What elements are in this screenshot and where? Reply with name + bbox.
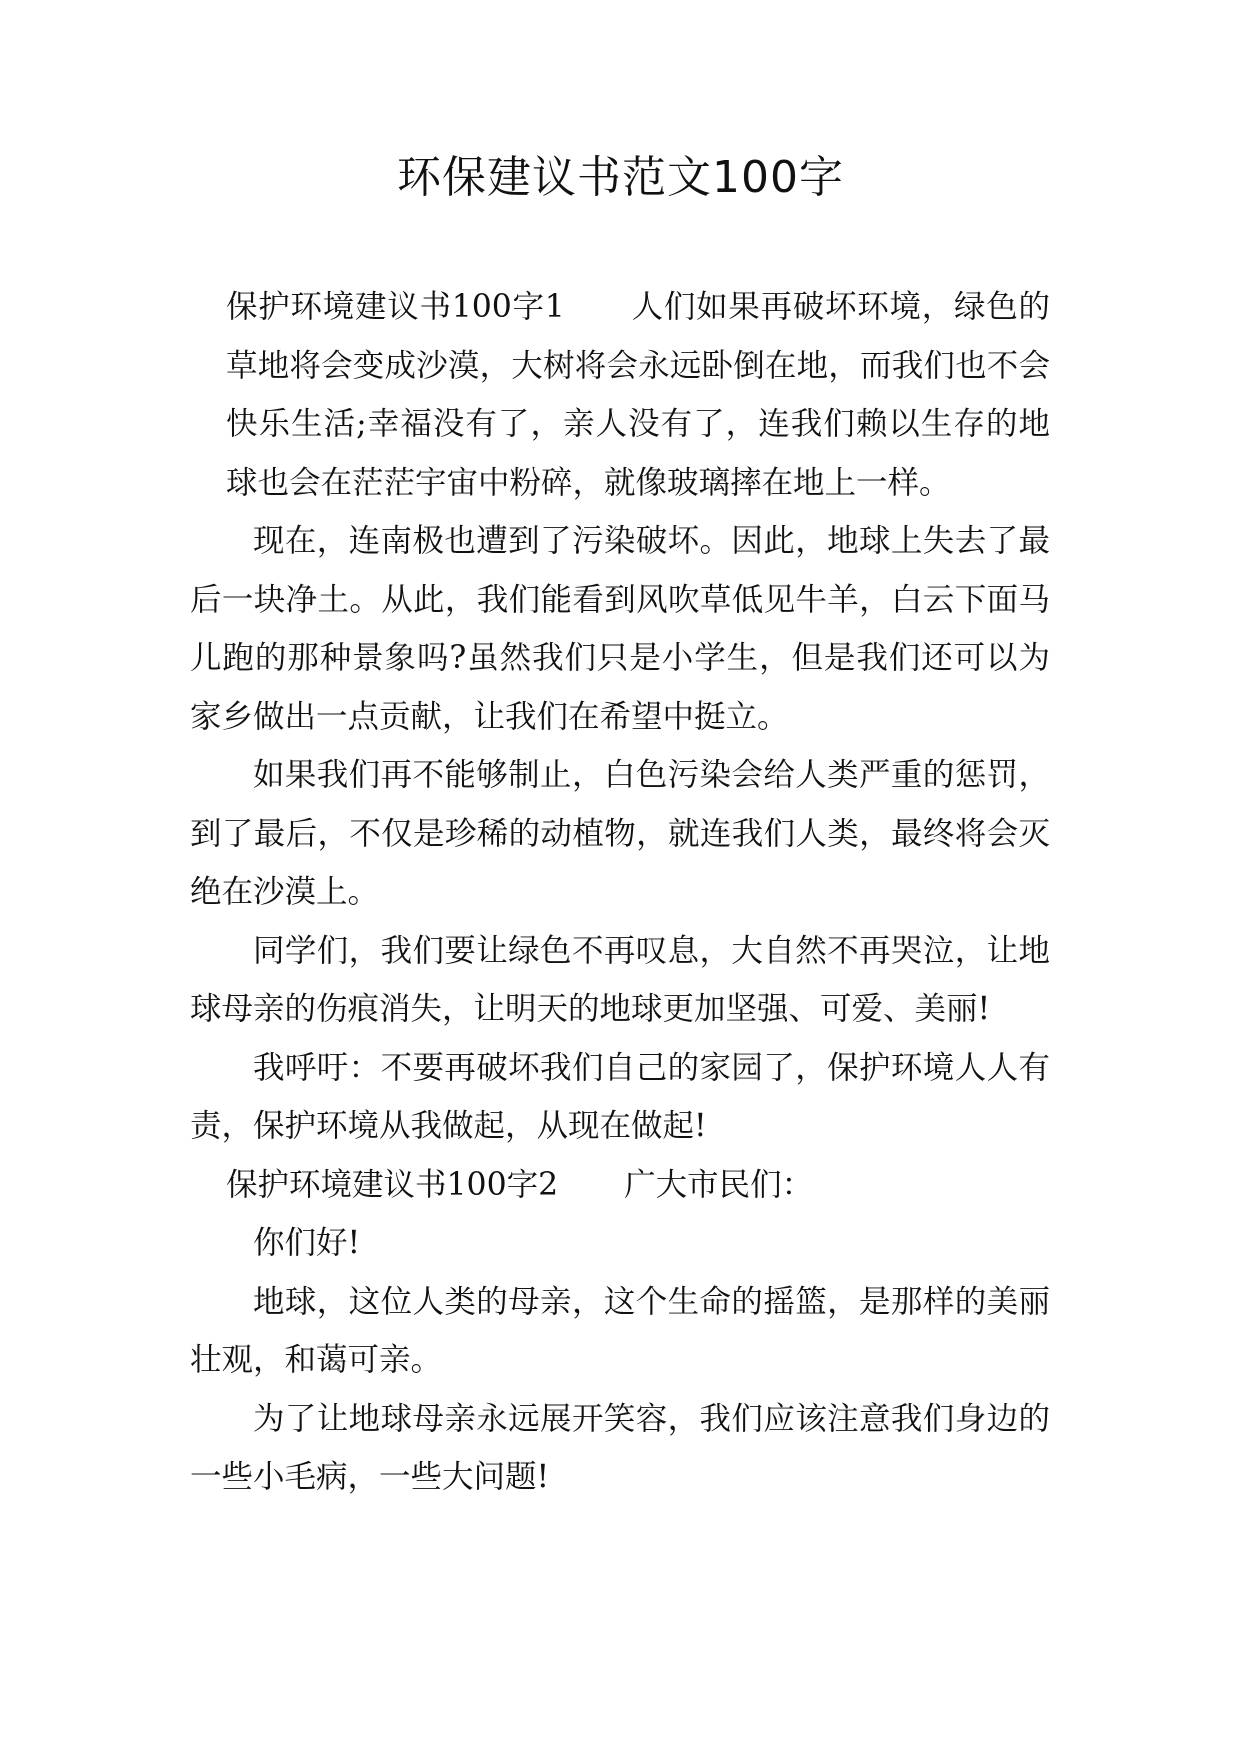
paragraph: 现在，连南极也遭到了污染破坏。因此，地球上失去了最后一块净土。从此，我们能看到风吹草低见牛羊，白云下面马儿跑的那种景象吗?虽然我们只是小学生，但是我们还可以为家乡做出一点贡献，让我们在希望中挺立。 [190, 523, 1050, 735]
paragraph: 如果我们再不能够制止，白色污染会给人类严重的惩罚，到了最后，不仅是珍稀的动植物，就连我们人类，最终将会灭绝在沙漠上。 [190, 757, 1050, 910]
paragraph: 为了让地球母亲永远展开笑容，我们应该注意我们身边的一些小毛病，一些大问题! [190, 1400, 1050, 1495]
paragraph-section-2 [190, 1156, 1050, 1215]
paragraph: 你们好! [253, 1225, 361, 1261]
section-title-1: 保护环境建议书100字1 [226, 289, 565, 325]
paragraph: 同学们，我们要让绿色不再叹息，大自然不再哭泣，让地球母亲的伤痕消失，让明天的地球更加坚强、可爱、美丽! [190, 932, 1050, 1027]
paragraph-text: 人们如果再破坏环境，绿色的草地将会变成沙漠，大树将会永远卧倒在地，而我们也不会快乐生活;幸福没有了，亲人没有了，连我们赖以生存的地球也会在茫茫宇宙中粉碎，就像玻璃摔在地上一样。 [226, 289, 1050, 501]
paragraph: 我呼吁：不要再破坏我们自己的家园了，保护环境人人有责，保护环境从我做起，从现在做起! [190, 1049, 1050, 1144]
page-title: 环保建议书范文100字 [397, 152, 844, 203]
paragraph: 地球，这位人类的母亲，这个生命的摇篮，是那样的美丽壮观，和蔼可亲。 [190, 1283, 1050, 1378]
document-body [190, 278, 1050, 1507]
section-title-2: 保护环境建议书100字2 [226, 1166, 559, 1203]
paragraph-section-1 [190, 278, 1050, 512]
paragraph-text: 广大市民们： [624, 1166, 814, 1203]
